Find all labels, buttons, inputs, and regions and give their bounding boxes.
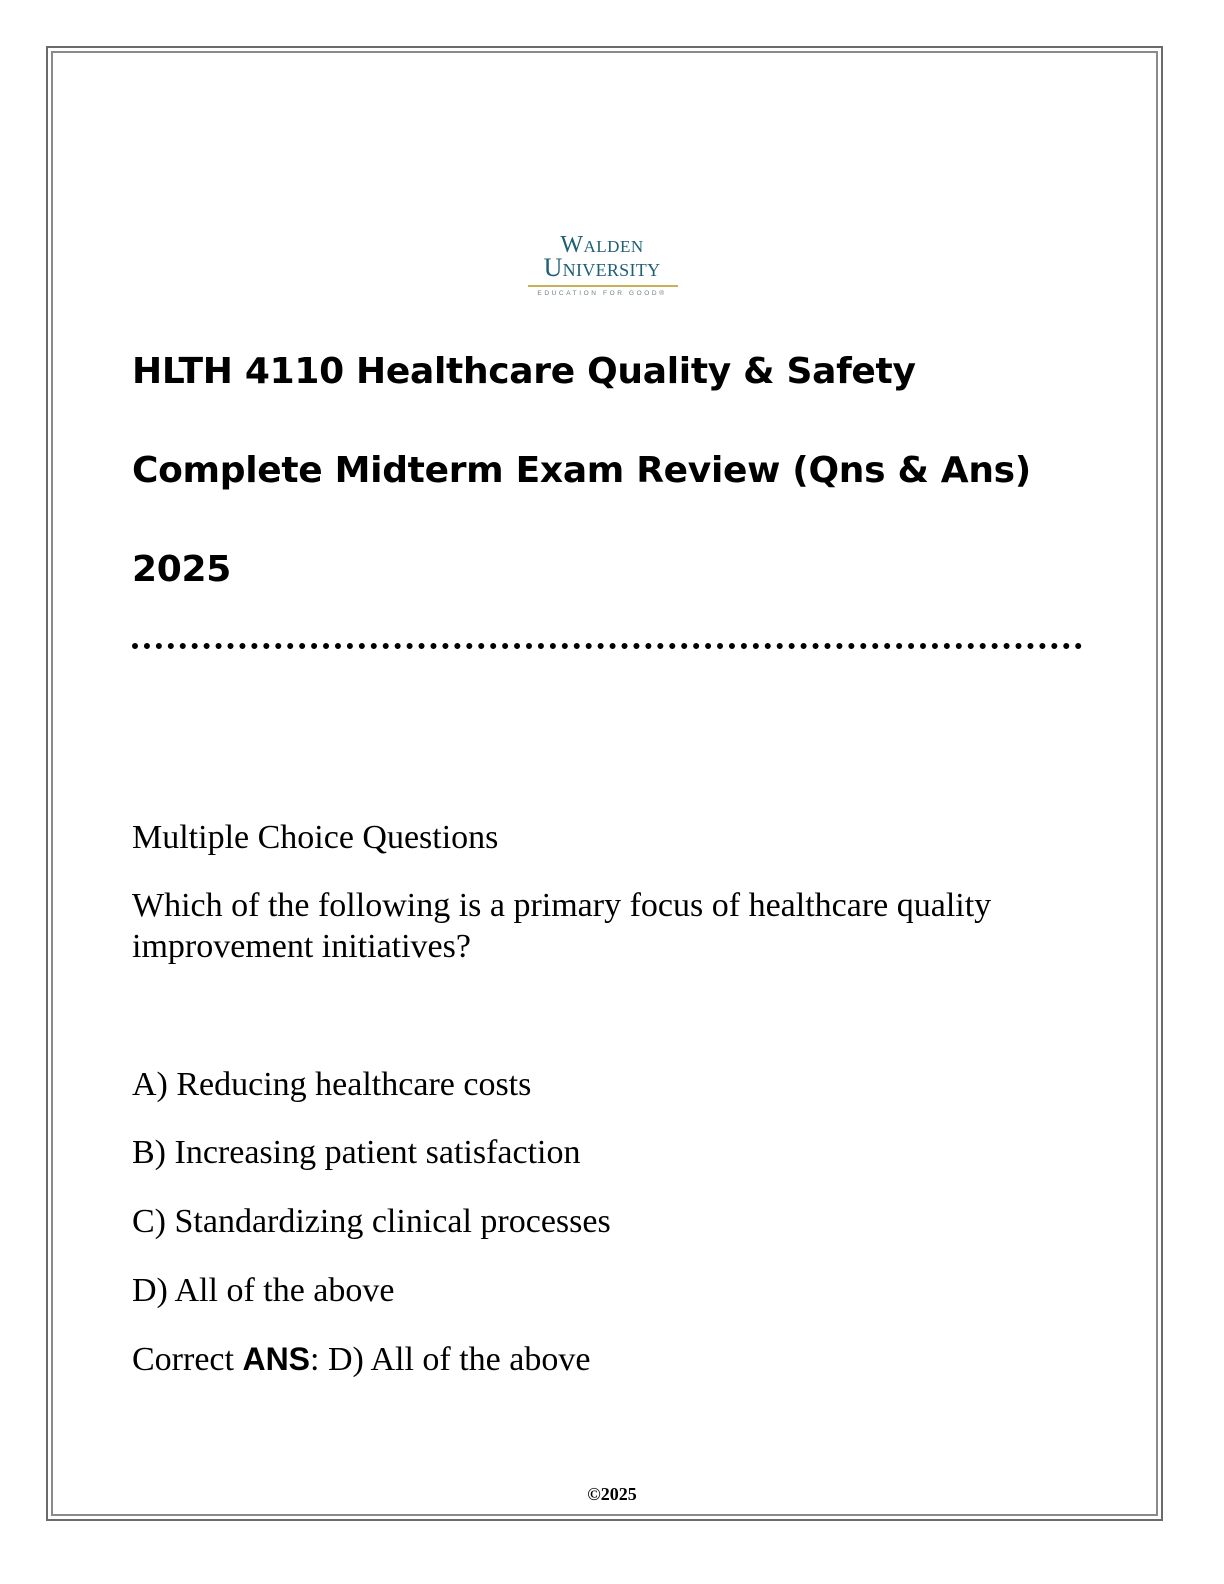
section-heading: Multiple Choice Questions: [132, 819, 499, 856]
question-text: Which of the following is a primary focus of healthcare quality improvement initiatives?: [132, 887, 992, 965]
footer-copyright: ©2025: [587, 1484, 637, 1504]
document-title-line-1: HLTH 4110 Healthcare Quality & Safety: [132, 351, 916, 392]
option-a: A) Reducing healthcare costs: [132, 1066, 532, 1103]
logo-rule: [528, 285, 678, 287]
answer-value: : D) All of the above: [310, 1341, 591, 1378]
logo-tagline: EDUCATION FOR GOOD®: [537, 290, 667, 297]
document-title-year: 2025: [132, 549, 231, 590]
logo-line-walden: Walden: [560, 232, 644, 258]
option-b: B) Increasing patient satisfaction: [132, 1134, 581, 1171]
option-d: D) All of the above: [132, 1272, 395, 1309]
dotted-separator: [132, 643, 1082, 649]
logo-line-university: University: [543, 253, 661, 282]
correct-answer: [132, 1339, 590, 1380]
document-title-line-2: Complete Midterm Exam Review (Qns & Ans): [132, 450, 1031, 491]
answer-keyword: ANS: [242, 1341, 311, 1377]
answer-prefix: Correct: [132, 1341, 243, 1378]
option-c: C) Standardizing clinical processes: [132, 1203, 611, 1240]
walden-university-logo: [518, 232, 686, 302]
